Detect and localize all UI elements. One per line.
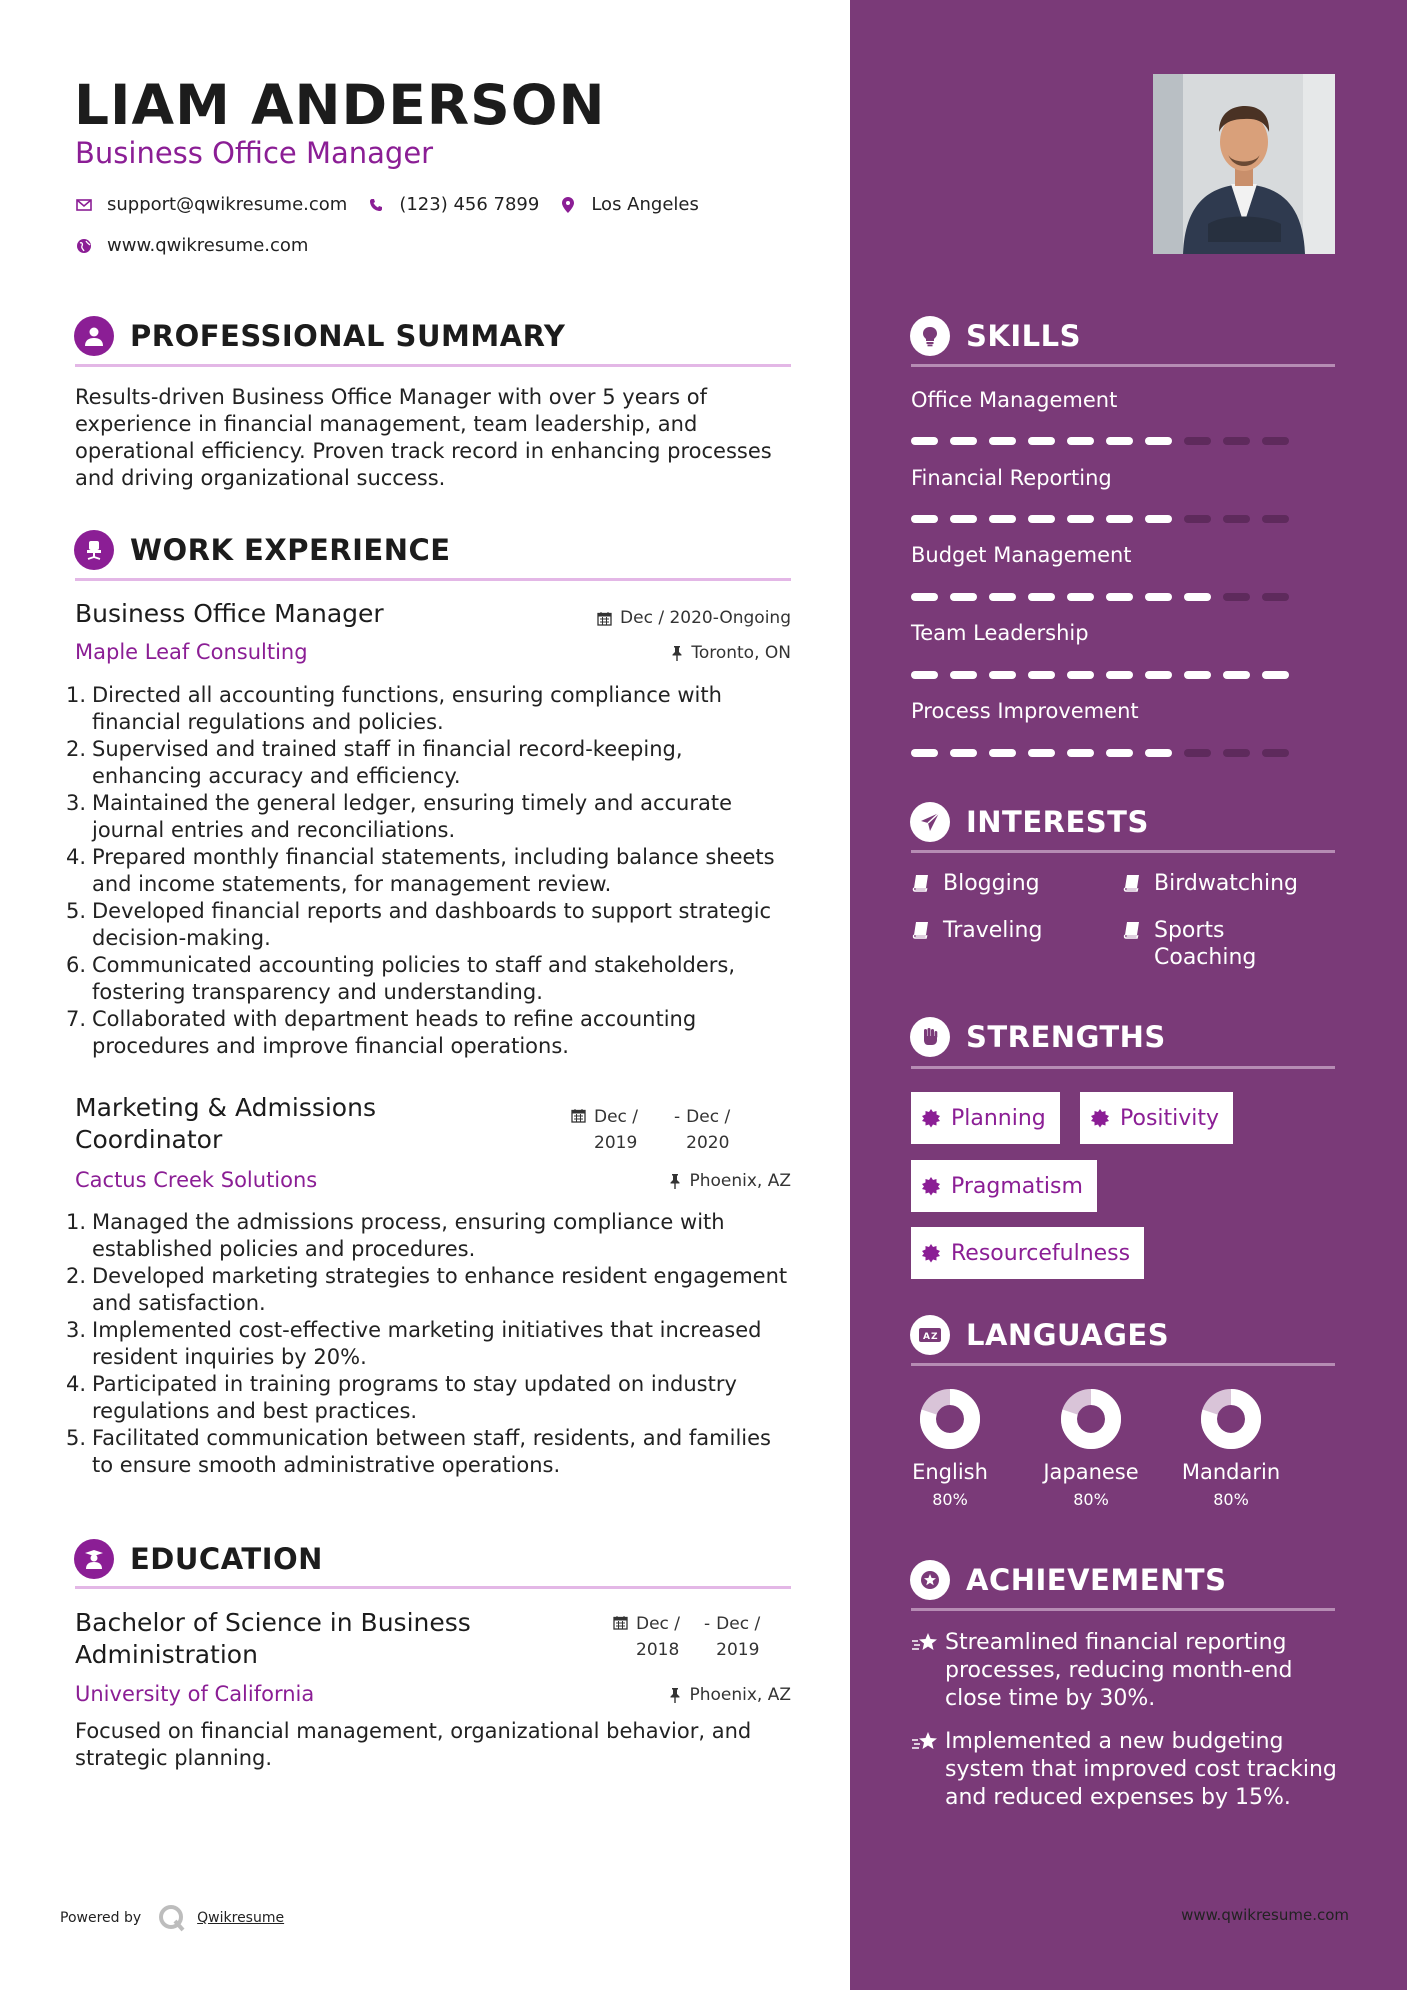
language-percent: 80% [1213,1490,1249,1509]
skill-level-dash [1145,671,1172,679]
translate-icon [910,1315,950,1355]
language-item [890,1388,1010,1509]
skill-level-dash [1262,593,1289,601]
skill-level-dash [1067,671,1094,679]
language-name: Mandarin [1181,1460,1281,1484]
profile-photo [1153,74,1335,254]
calendar-icon [571,1108,586,1156]
footer-url[interactable]: www.qwikresume.com [1181,1906,1349,1924]
summary-divider [75,364,791,367]
skill-level-dash [1028,437,1055,445]
book-icon [1122,920,1142,940]
job-bullet-list [66,1209,796,1479]
language-percent: 80% [932,1490,968,1509]
list-item: 1. Managed the admissions process, ensuring compliance with established policies and procedures. [66,1210,725,1261]
language-item [1171,1388,1291,1509]
language-item [1031,1388,1151,1509]
date-end: Dec / 2020 [686,1107,731,1153]
language-proficiency-ring [1200,1388,1262,1450]
language-name: Japanese [1043,1460,1139,1484]
summary-heading: PROFESSIONAL SUMMARY [74,316,565,356]
job-bullet-list [66,682,796,1060]
skill-level-dash [1067,515,1094,523]
contact-row [75,194,719,215]
svg-text:Z: Z [931,1332,938,1342]
list-item: 3. Implemented cost-effective marketing initiatives that increased resident inquiries by 20%. [66,1318,762,1369]
achievements-heading: ACHIEVEMENTS [910,1560,1226,1600]
skill-level-bar [911,515,1289,523]
skill-level-dash [950,515,977,523]
office-chair-icon [74,530,114,570]
skill-level-dash [1106,671,1133,679]
list-item: 7. Collaborated with department heads to refine accounting procedures and improve financial operations. [66,1007,697,1058]
pushpin-icon [669,1688,681,1703]
envelope-icon [75,196,93,214]
list-item: 5. Developed financial reports and dashboards to support strategic decision-making. [66,899,772,950]
graduate-icon [74,1539,114,1579]
job-title: Business Office Manager [75,599,384,628]
skill-level-dash [1067,437,1094,445]
interest-item: Traveling [911,917,1042,944]
skill-level-dash [1262,515,1289,523]
experience-heading: WORK EXPERIENCE [74,530,451,570]
candidate-title: Business Office Manager [75,136,434,170]
strengths-divider [911,1066,1335,1069]
skill-level-dash [1184,671,1211,679]
company-name: Cactus Creek Solutions [75,1168,318,1192]
svg-text:A: A [923,1332,930,1342]
list-item: 4. Prepared monthly financial statements, including balance sheets and income statements, for management review. [66,845,775,896]
book-icon [911,873,931,893]
education-heading: EDUCATION [74,1539,323,1579]
skill-level-dash [911,593,938,601]
list-item: 2. Supervised and trained staff in financial record-keeping, enhancing accuracy and efficiency. [66,737,683,788]
candidate-name: LIAM ANDERSON [74,73,606,137]
calendar-icon [613,1615,628,1663]
achievement-item: Streamlined financial reporting processes, reducing month-end close time by 30%. [911,1629,1341,1713]
skill-level-dash [1106,515,1133,523]
skill-level-dash [1262,749,1289,757]
skill-level-dash [989,437,1016,445]
skill-level-dash [911,671,938,679]
interests-heading: INTERESTS [910,802,1149,842]
shooting-star-icon [911,1631,945,1713]
skill-name: Budget Management [911,543,1132,567]
skill-level-dash [950,593,977,601]
location-text: Los Angeles [591,194,699,215]
skills-heading: SKILLS [910,316,1081,356]
skill-level-dash [950,671,977,679]
sidebar [850,0,1407,1990]
email-link[interactable]: support@qwikresume.com [107,194,348,215]
phone-icon [367,196,385,214]
skill-level-dash [911,437,938,445]
qwikresume-link[interactable]: Qwikresume [197,1910,285,1926]
book-icon [1122,873,1142,893]
education-divider [75,1586,791,1589]
badge-icon [921,1243,941,1263]
language-percent: 80% [1073,1490,1109,1509]
skill-level-bar [911,749,1289,757]
badge-icon [1090,1108,1110,1128]
skill-level-dash [1223,593,1250,601]
skill-name: Process Improvement [911,699,1139,723]
list-item: 4. Participated in training programs to stay updated on industry regulations and best practices. [66,1372,737,1423]
list-item: 5. Facilitated communication between staff, residents, and families to ensure smooth administrative operations. [66,1426,771,1477]
skill-level-dash [1067,593,1094,601]
skill-name: Office Management [911,388,1118,412]
strength-chip: Planning [911,1092,1060,1144]
job-date-range: Dec / 2019 - Dec / 2020 [571,1104,736,1156]
paper-plane-icon [910,802,950,842]
languages-heading: A Z LANGUAGES [910,1315,1169,1355]
skill-level-dash [1028,671,1055,679]
skill-level-dash [1223,671,1250,679]
website-link[interactable]: www.qwikresume.com [107,235,309,256]
skill-level-dash [989,749,1016,757]
interests-divider [911,850,1335,853]
shooting-star-icon [911,1730,945,1812]
job-location: Phoenix, AZ [669,1171,791,1191]
skill-name: Financial Reporting [911,466,1112,490]
skill-level-dash [1106,593,1133,601]
globe-icon [75,237,93,255]
skill-level-bar [911,437,1289,445]
skill-level-dash [1184,515,1211,523]
language-proficiency-ring [1060,1388,1122,1450]
job-date: Dec / 2020-Ongoing [597,608,791,628]
skill-level-dash [911,515,938,523]
skills-divider [911,364,1335,367]
list-item: 2. Developed marketing strategies to enhance resident engagement and satisfaction. [66,1264,788,1315]
skill-level-dash [1106,749,1133,757]
education-location: Phoenix, AZ [669,1685,791,1705]
skill-level-dash [1106,437,1133,445]
skill-level-dash [1184,749,1211,757]
interest-item: Sports Coaching [1122,917,1272,971]
job-location: Toronto, ON [671,643,791,663]
school-name: University of California [75,1682,315,1706]
date-end: Dec / 2019 [716,1614,761,1660]
pushpin-icon [671,646,683,661]
skill-level-dash [911,749,938,757]
date-start: Dec / 2019 [594,1107,639,1153]
skill-level-dash [1145,749,1172,757]
skill-level-dash [989,671,1016,679]
degree-title: Bachelor of Science in Business Administration [75,1608,471,1669]
skill-level-dash [1145,515,1172,523]
map-pin-icon [559,196,577,214]
phone-number[interactable]: (123) 456 7899 [399,194,540,215]
raised-fist-icon [910,1017,950,1057]
strength-chip: Pragmatism [911,1160,1097,1212]
achievements-divider [911,1608,1335,1611]
skill-level-dash [1067,749,1094,757]
interest-item: Birdwatching [1122,870,1298,897]
website-row [75,235,328,256]
education-date-range: Dec / 2018 - Dec / 2019 [613,1611,766,1663]
company-name: Maple Leaf Consulting [75,640,308,664]
skill-name: Team Leadership [911,621,1089,645]
skill-level-dash [1028,593,1055,601]
skill-level-dash [1223,749,1250,757]
language-name: English [912,1460,988,1484]
date-start: Dec / 2018 [636,1614,681,1660]
skill-level-dash [1262,437,1289,445]
skill-level-dash [1223,515,1250,523]
strengths-heading: STRENGTHS [910,1017,1166,1057]
strength-chip: Resourcefulness [911,1227,1144,1279]
qwikresume-logo-icon [157,1903,187,1933]
skill-level-dash [950,749,977,757]
achievement-item: Implemented a new budgeting system that improved cost tracking and reduced expenses by 15%. [911,1728,1341,1812]
education-text: Focused on financial management, organizational behavior, and strategic planning. [75,1719,752,1770]
language-proficiency-ring [919,1388,981,1450]
list-item: 1. Directed all accounting functions, ensuring compliance with financial regulations and policies. [66,683,722,734]
pushpin-icon [669,1174,681,1189]
badge-icon [921,1108,941,1128]
skill-level-dash [989,515,1016,523]
powered-by: Powered by Qwikresume [60,1903,284,1933]
summary-text: Results-driven Business Office Manager with over 5 years of experience in financial management, team leadership, and operational efficiency. Proven track record in enhancing processes and driving organizational success. [75,385,772,490]
skill-level-dash [950,437,977,445]
skill-level-dash [1028,749,1055,757]
job-title: Marketing & Admissions Coordinator [75,1093,376,1154]
languages-divider [911,1363,1335,1366]
skill-level-dash [1028,515,1055,523]
strength-chip: Positivity [1080,1092,1233,1144]
skill-level-dash [1145,437,1172,445]
book-icon [911,920,931,940]
badge-icon [921,1176,941,1196]
skill-level-dash [989,593,1016,601]
lightbulb-icon [910,316,950,356]
skill-level-bar [911,671,1289,679]
experience-divider [75,578,791,581]
skill-level-dash [1184,593,1211,601]
skill-level-dash [1262,671,1289,679]
list-item: 6. Communicated accounting policies to staff and stakeholders, fostering transparency and understanding. [66,953,736,1004]
list-item: 3. Maintained the general ledger, ensuring timely and accurate journal entries and reconciliations. [66,791,733,842]
skill-level-dash [1223,437,1250,445]
skill-level-bar [911,593,1289,601]
interest-item: Blogging [911,870,1040,897]
calendar-icon [597,611,612,626]
skill-level-dash [1184,437,1211,445]
star-badge-icon [910,1560,950,1600]
user-icon [74,316,114,356]
skill-level-dash [1145,593,1172,601]
